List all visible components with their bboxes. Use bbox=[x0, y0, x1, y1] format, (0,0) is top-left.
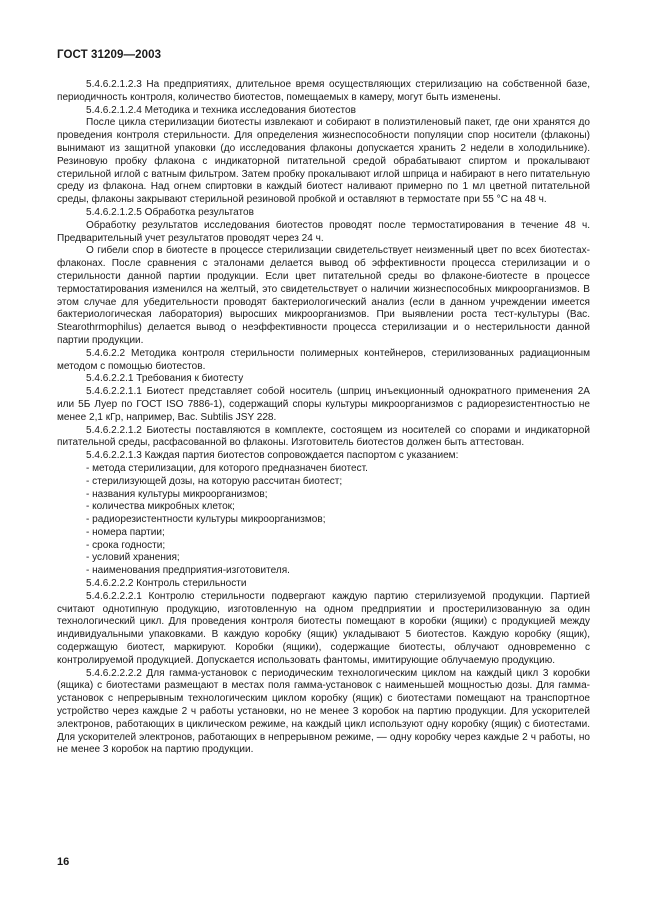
list-item: - стерилизующей дозы, на которую рассчитан биотест; bbox=[86, 475, 343, 487]
document-body bbox=[57, 79, 590, 757]
standard-title: ГОСТ 31209—2003 bbox=[57, 49, 162, 61]
list-item: - номера партии; bbox=[86, 526, 165, 538]
list-item: - названия культуры микроорганизмов; bbox=[86, 488, 268, 500]
paragraph: О гибели спор в биотесте в процессе стерилизации свидетельствует неизменный цвет по всех биотестах-флаконах. После сравнения с эталонами делается вывод об эффективности процесса стерилизации и о стерильности данной партии продукции. Если цвет питательной среды во флаконе-биотесте в процессе термостатирования изменился на желтый, это свидетельствует о наличии жизнеспособных микроорганизмов. В этом случае для убедительности проводят бактериологический анализ (если в данном учреждении имеется бактериологическая лаборатория) выросших микроорганизмов. При выявлении роста тест-культуры (Bac. Stearothrmophilus) делается вывод о неэффективности процесса стерилизации и о нестерильности данной партии продукции. bbox=[57, 245, 590, 346]
paragraph: 5.4.6.2.1.2.3 На предприятиях, длительное время осуществляющих стерилизацию на собственной базе, периодичность контроля, количество биотестов, помещаемых в камеру, могут быть изменены. bbox=[57, 79, 590, 103]
paragraph: 5.4.6.2.2.1.2 Биотесты поставляются в комплекте, состоящем из носителей со спорами и индикаторной питательной среды, расфасованной во флаконы. Изготовитель биотестов должен быть аттестован. bbox=[57, 424, 590, 449]
paragraph: 5.4.6.2.2 Методика контроля стерильности полимерных контейнеров, стерилизованных радиационным методом с помощью биотестов. bbox=[57, 347, 590, 372]
paragraph-heading: 5.4.6.2.2.2 Контроль стерильности bbox=[86, 578, 247, 590]
list-item: - метода стерилизации, для которого предназначен биотест. bbox=[86, 462, 368, 474]
paragraph: 5.4.6.2.2.1.1 Биотест представляет собой носитель (шприц инъекционный однократного применения 2А или 5Б Луер по ГОСТ ISO 7886-1), содержащий споры культуры микроорганизмов с радиорезистентностью не менее 2,1 кГр, например, Bac. Subtilis JSY 228. bbox=[57, 386, 590, 423]
list-item: - радиорезистентности культуры микроорганизмов; bbox=[86, 514, 326, 526]
paragraph-heading: 5.4.6.2.1.2.5 Обработка результатов bbox=[86, 206, 254, 218]
paragraph: Обработку результатов исследования биотестов проводят после термостатирования в течение 48 ч. Предварительный учет результатов проводят через 24 ч. bbox=[57, 219, 590, 244]
paragraph: 5.4.6.2.2.1.3 Каждая партия биотестов сопровождается паспортом с указанием: bbox=[86, 450, 459, 462]
page-number: 16 bbox=[57, 856, 70, 868]
paragraph-heading: 5.4.6.2.2.1 Требования к биотесту bbox=[86, 373, 244, 385]
list-item: - срока годности; bbox=[86, 539, 166, 551]
list-item: - количества микробных клеток; bbox=[86, 501, 235, 513]
paragraph: 5.4.6.2.2.2.1 Контролю стерильности подвергают каждую партию стерилизуемой продукции. Партией считают однотипную продукцию, изготовленную на одном предприятии и простерилизованную за один технологический цикл. Для проведения контроля биотесты помещают в коробки (ящики) с продукцией между индивидуальными упаковками. В каждую коробку (ящик) укладывают 5 биотестов. Каждую коробку (ящик), содержащую биотест, маркируют. Коробки (ящики), содержащие биотесты, облучают одновременно с контролируемой продукцией. Допускается использовать фантомы, имитирующие облучаемую продукцию. bbox=[57, 590, 590, 666]
paragraph: После цикла стерилизации биотесты извлекают и собирают в полиэтиленовый пакет, где они хранятся до проведения контроля стерильности. Для определения жизнеспособности популяции спор носители (флаконы) вынимают из защитной упаковки (до исследования флаконы допускается хранить 2 недели в холодильнике). Резиновую пробку флакона с индикаторной питательной средой обрабатывают спиртом и прокалывают стерильной иглой с ватным фильтром. Затем пробку прокалывают иглой шприца и набирают в него питательную среду из флакона. Над огнем спиртовки в каждый биотест наливают примерно по 1 мл цветной питательной среды, флаконы закрывают стерильной резиновой пробкой и оставляют в термостате при 55 °С на 48 ч. bbox=[57, 117, 590, 206]
paragraph-heading: 5.4.6.2.1.2.4 Методика и техника исследования биотестов bbox=[86, 104, 356, 116]
list-item: - наименования предприятия-изготовителя. bbox=[86, 565, 290, 577]
paragraph: 5.4.6.2.2.2.2 Для гамма-установок с периодическим технологическим циклом на каждый цикл 3 коробки (ящика) с биотестами размещают в местах поля гамма-установок с наименьшей мощностью дозы. Для гамма-установок с непрерывным технологическим циклом коробку (ящик) с биотестами помещают на транспортное устройство через каждые 2 ч работы установки, но не менее 3 коробок на партию продукции. Для ускорителей электронов, работающих в циклическом режиме, на каждый цикл используют одну коробку (ящик) с биотестами. Для ускорителей электронов, работающих в непрерывном режиме, — одну коробку через каждые 2 ч работы, но не менее 3 коробок на партию продукции. bbox=[57, 667, 590, 756]
list-item: - условий хранения; bbox=[86, 552, 180, 564]
